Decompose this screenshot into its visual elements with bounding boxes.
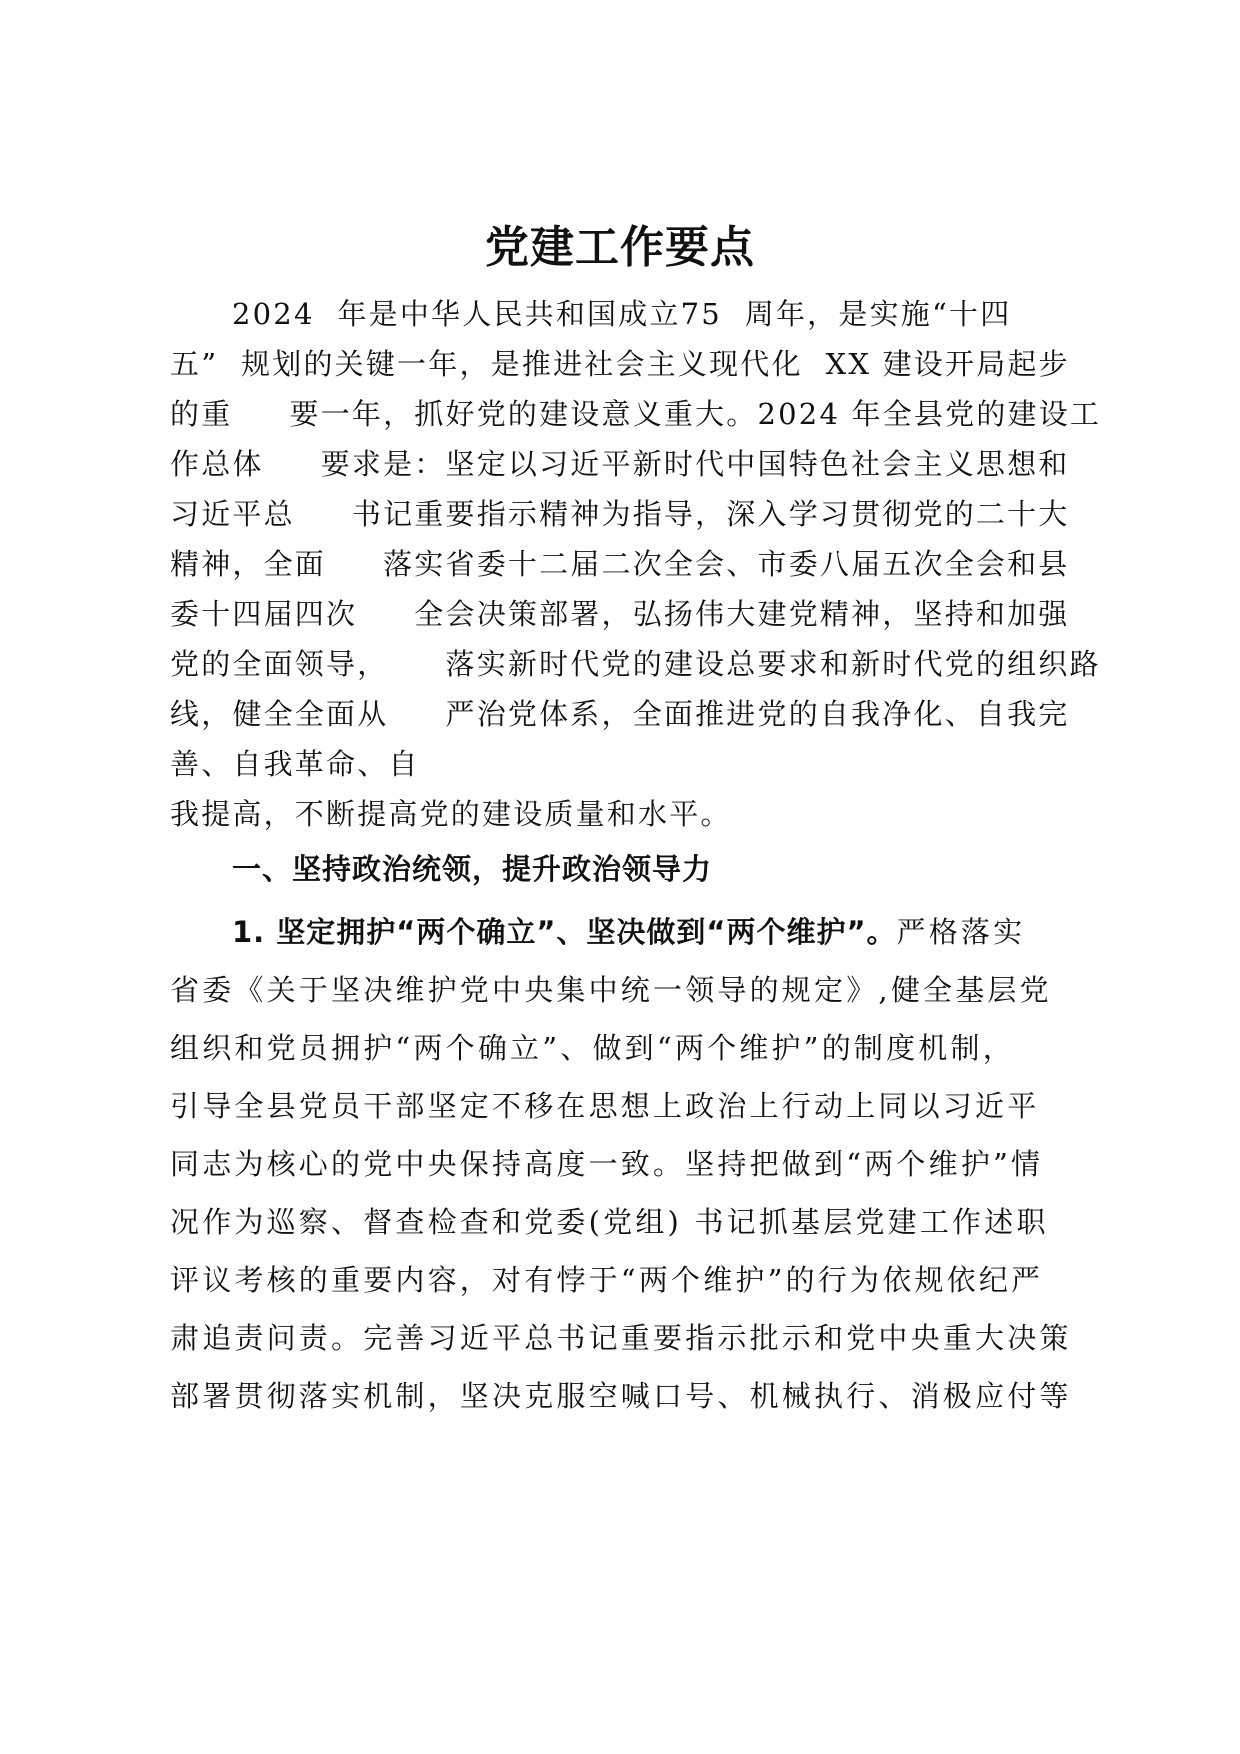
intro-line: 线，健全全面从 严治党体系，全面推进党的自我净化、自我完 (170, 697, 1070, 731)
item-1-first-line-rest: 严格落实 (896, 915, 1026, 949)
intro-line: 五” 规划的关键一年，是推进社会主义现代化 XX 建设开局起步 (170, 347, 1070, 381)
section-heading: 一、坚持政治统领，提升政治领导力 (232, 852, 713, 886)
item-1-line: 同志为核心的党中央保持高度一致。坚持把做到“两个维护”情 (170, 1147, 1044, 1181)
item-1-line: 引导全县党员干部坚定不移在思想上政治上行动上同以习近平 (170, 1089, 1040, 1123)
item-1-lead: 1. 坚定拥护“两个确立”、坚决做到“两个维护”。 (232, 915, 897, 949)
intro-line: 习近平总 书记重要指示精神为指导，深入学习贯彻党的二十大 (170, 497, 1070, 531)
intro-line: 善、自我革命、自 (170, 747, 420, 781)
item-1-line: 组织和党员拥护“两个确立”、做到“两个维护”的制度机制， (170, 1031, 1015, 1065)
intro-line: 的重 要一年，抓好党的建设意义重大。2024 年全县党的建设工 (170, 397, 1102, 431)
intro-line: 精神，全面 落实省委十二届二次全会、市委八届五次全会和县 (170, 547, 1070, 581)
item-1-first-line (232, 914, 1025, 950)
item-1-line: 肃追责问责。完善习近平总书记重要指示批示和党中央重大决策 (170, 1321, 1072, 1355)
document-title: 党建工作要点 (485, 222, 755, 273)
intro-line: 作总体 要求是：坚定以习近平新时代中国特色社会主义思想和 (170, 447, 1070, 481)
item-1-line: 省委《关于坚决维护党中央集中统一领导的规定》,健全基层党 (170, 973, 1052, 1007)
item-1-line: 部署贯彻落实机制，坚决克服空喊口号、机械执行、消极应付等 (170, 1379, 1072, 1413)
item-1-line: 况作为巡察、督查检查和党委(党组) 书记抓基层党建工作述职 (170, 1205, 1049, 1239)
intro-line: 委十四届四次 全会决策部署，弘扬伟大建党精神，坚持和加强 (170, 597, 1070, 631)
intro-line: 党的全面领导， 落实新时代党的建设总要求和新时代党的组织路 (170, 647, 1101, 681)
item-1-line: 评议考核的重要内容，对有悖于“两个维护”的行为依规依纪严 (170, 1263, 1044, 1297)
intro-line: 2024 年是中华人民共和国成立75 周年，是实施“十四 (232, 297, 1012, 331)
intro-line: 我提高，不断提高党的建设质量和水平。 (170, 797, 732, 831)
